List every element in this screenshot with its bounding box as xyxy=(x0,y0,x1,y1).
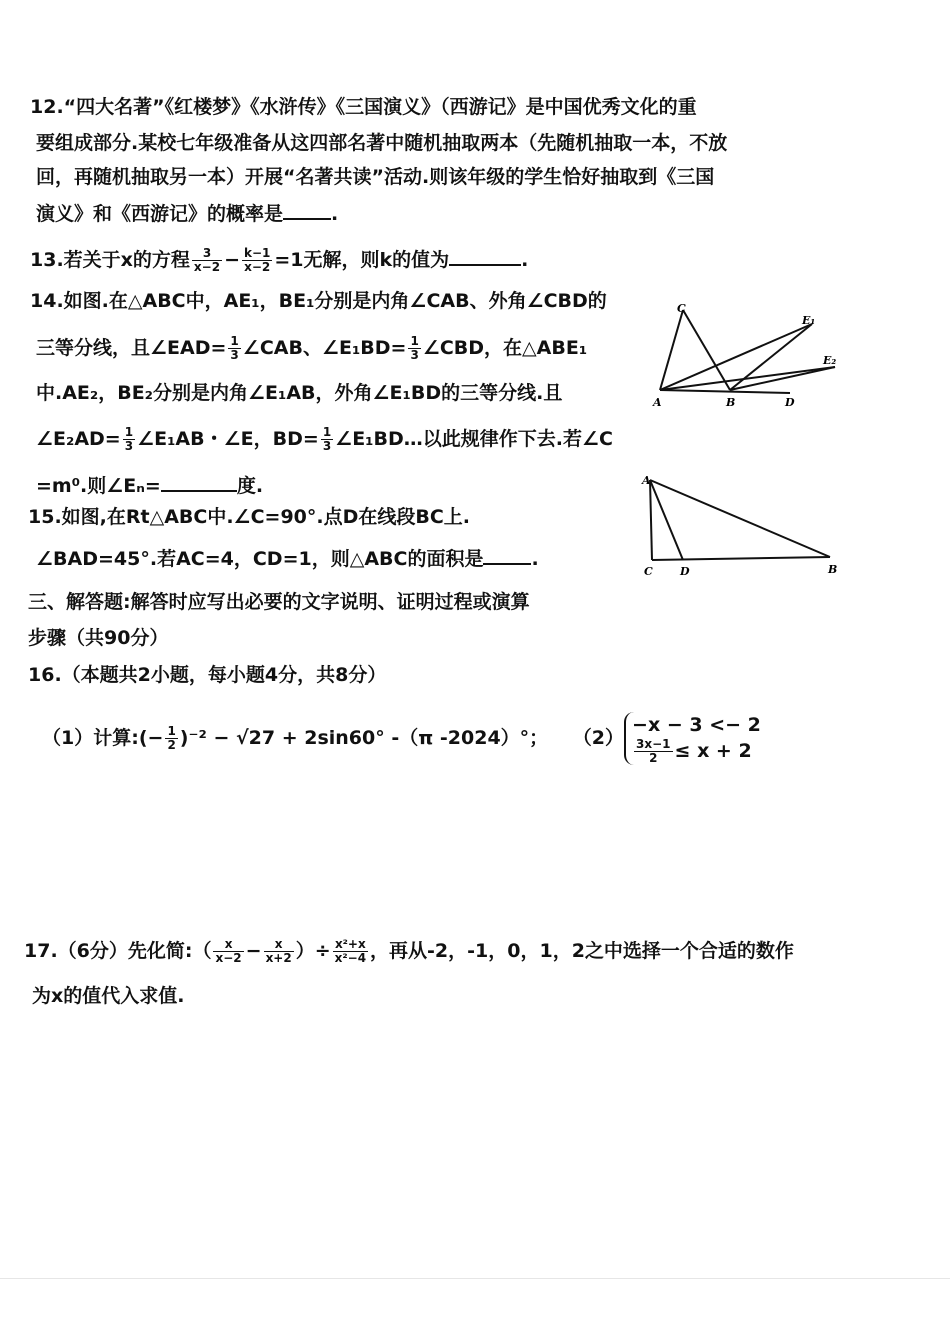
text: ∠CAB、∠E₁BD= xyxy=(242,337,407,359)
question-13 xyxy=(30,246,528,274)
text: （1）计算:(− xyxy=(42,727,164,749)
q16-parts xyxy=(42,712,761,765)
label-E1: E₁ xyxy=(802,314,816,327)
section-3-heading: 三、解答题:解答时应写出必要的文字说明、证明过程或演算 xyxy=(28,591,530,613)
q15-figure xyxy=(638,472,848,580)
text: ）÷ xyxy=(295,940,331,962)
part-2-label: （2） xyxy=(572,727,625,749)
q14-line-4 xyxy=(36,426,613,453)
fraction xyxy=(333,938,368,965)
denominator: x−2 xyxy=(193,260,221,274)
q12-line-1: 12.“四大名著”《红楼梦》《水浒传》《三国演义》（西游记》是中国优秀文化的重 xyxy=(30,96,697,118)
numerator: x xyxy=(213,938,243,952)
text: ∠E₂AD= xyxy=(36,428,121,450)
fraction xyxy=(634,738,673,765)
text: ∠E₁BD…以此规律作下去.若∠C xyxy=(335,428,613,450)
label-D: D xyxy=(785,396,795,409)
denominator: x²−4 xyxy=(334,951,367,965)
label-D: D xyxy=(680,565,690,578)
numerator: k−1 xyxy=(244,246,271,260)
text: . xyxy=(531,548,539,570)
numerator: 1 xyxy=(230,334,239,348)
denominator: x−2 xyxy=(215,951,242,965)
denominator: 3 xyxy=(124,439,134,453)
denominator: 3 xyxy=(230,348,239,362)
q13-pre: 13.若关于x的方程 xyxy=(30,249,190,271)
segment-CB xyxy=(652,557,830,560)
fraction-third xyxy=(123,426,135,453)
numerator: x xyxy=(264,938,294,952)
fraction xyxy=(192,247,222,274)
q14-line-2 xyxy=(36,335,587,362)
text: ∠BAD=45°.若AC=4，CD=1，则△ABC的面积是 xyxy=(36,548,484,570)
answer-blank[interactable] xyxy=(161,472,237,492)
label-E2: E₂ xyxy=(823,354,837,367)
q15-line-1: 15.如图,在Rt△ABC中.∠C=90°.点D在线段BC上. xyxy=(28,506,471,528)
fraction-third xyxy=(408,335,420,362)
q13-end: . xyxy=(521,249,529,271)
q17-line-1 xyxy=(24,938,794,965)
text: 度. xyxy=(236,475,264,497)
segment-AC xyxy=(660,310,683,390)
text: ∠E₁AB・∠E，BD= xyxy=(137,428,319,450)
q13-post: =1无解，则k的值为 xyxy=(274,249,450,271)
q15-line-2 xyxy=(36,545,539,571)
inequality-1: −x − 3 <− 2 xyxy=(632,714,761,736)
q14-line-5 xyxy=(36,472,263,498)
fraction-third xyxy=(228,335,240,362)
denominator: 3 xyxy=(322,439,332,453)
denominator: 2 xyxy=(167,738,176,752)
fraction xyxy=(242,247,272,274)
q12-end: . xyxy=(331,203,339,225)
text: 三等分线，且∠EAD= xyxy=(36,337,227,359)
text: =m⁰.则∠Eₙ= xyxy=(36,475,161,497)
segment-AC xyxy=(650,480,652,560)
answer-blank[interactable] xyxy=(449,246,521,266)
numerator: 1 xyxy=(124,425,134,439)
q12-line-4 xyxy=(36,200,338,226)
q16-title: 16.（本题共2小题，每小题4分，共8分） xyxy=(28,664,387,686)
segment-AD xyxy=(660,390,790,393)
numerator: 1 xyxy=(410,334,419,348)
label-A: A xyxy=(653,396,662,409)
label-A: A xyxy=(642,474,651,487)
text: ≤ x + 2 xyxy=(674,740,752,762)
denominator: 2 xyxy=(649,751,658,765)
section-3-heading-cont: 步骤（共90分） xyxy=(28,627,169,649)
q14-line-1: 14.如图.在△ABC中，AE₁，BE₁分别是内角∠CAB、外角∠CBD的 xyxy=(30,290,607,312)
q17-line-2: 为x的值代入求值. xyxy=(32,985,185,1007)
text: ∠CBD，在△ABE₁ xyxy=(422,337,588,359)
minus: − xyxy=(245,940,262,962)
inequality-system xyxy=(624,712,761,765)
q12-line-2: 要组成部分.某校七年级准备从这四部名著中随机抽取两本（先随机抽取一本，不放 xyxy=(36,132,728,154)
label-C: C xyxy=(677,302,686,315)
text: )⁻² − √27 + 2sin60° -（π -2024）°； xyxy=(179,727,549,749)
q14-figure xyxy=(640,300,850,412)
label-B: B xyxy=(828,563,838,576)
inequality-2 xyxy=(632,738,761,765)
text: ，再从-2，-1，0，1，2之中选择一个合适的数作 xyxy=(370,940,794,962)
answer-blank[interactable] xyxy=(283,200,331,220)
denominator: x−2 xyxy=(244,260,271,274)
page-bottom-edge xyxy=(0,1278,950,1279)
denominator: 3 xyxy=(410,348,419,362)
label-C: C xyxy=(644,565,653,578)
numerator: 1 xyxy=(322,425,332,439)
fraction-third xyxy=(321,426,333,453)
q12-line-3: 回，再随机抽取另一本）开展“名著共读”活动.则该年级的学生恰好抽取到《三国 xyxy=(36,166,715,188)
fraction xyxy=(213,938,243,965)
label-B: B xyxy=(726,396,736,409)
numerator: x²+x xyxy=(333,938,368,952)
fraction-half xyxy=(165,725,177,752)
q12-text: 演义》和《西游记》的概率是 xyxy=(36,203,284,225)
q14-line-3: 中.AE₂，BE₂分别是内角∠E₁AB，外角∠E₁BD的三等分线.且 xyxy=(36,382,563,404)
minus: − xyxy=(224,249,240,271)
denominator: x+2 xyxy=(265,951,292,965)
text: 17.（6分）先化简:（ xyxy=(24,940,212,962)
fraction xyxy=(264,938,294,965)
numerator: 1 xyxy=(167,724,176,738)
answer-blank[interactable] xyxy=(483,545,531,565)
numerator: 3x−1 xyxy=(636,737,671,751)
numerator: 3 xyxy=(192,247,222,261)
